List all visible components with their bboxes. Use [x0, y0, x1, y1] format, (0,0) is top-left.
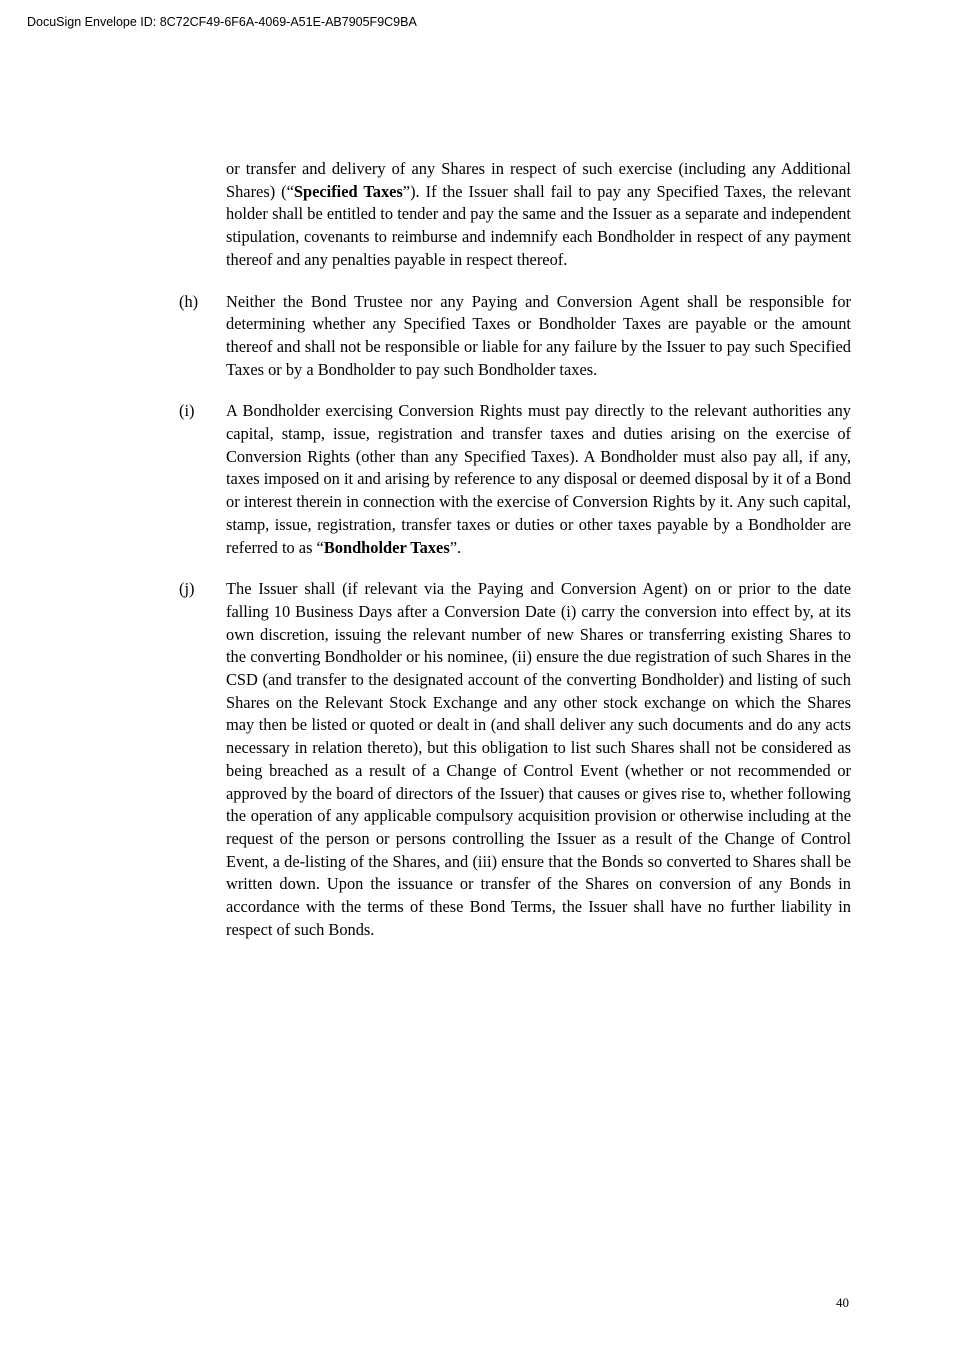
paragraph-i	[0, 400, 851, 559]
paragraph-text: or transfer and delivery of any Shares in respect of such exercise (including any Additional Shares) (“Specified Taxes”). If the Issuer shall fail to pay any Specified Taxes, the relevant holder shall be entitled to tender and pay the same and the Issuer as a separate and independent stipulation, covenants to reimburse and indemnify each Bondholder in respect of any payment thereof and any penalties payable in respect thereof.	[226, 159, 851, 269]
paragraph-g-continuation	[0, 158, 851, 272]
paragraph-marker: (h)	[179, 291, 199, 311]
defined-term: Bondholder Taxes	[323, 537, 450, 557]
docusign-envelope-id: DocuSign Envelope ID: 8C72CF49-6F6A-4069-A51E-AB7905F9C9BA	[27, 15, 417, 29]
paragraph-marker: (i)	[179, 401, 195, 421]
paragraph-text: The Issuer shall (if relevant via the Paying and Conversion Agent) on or prior to the date falling 10 Business Days after a Conversion Date (i) carry the conversion into effect by, at its own discretion, issuing the relevant number of new Shares or transferring existing Shares to the converting Bondholder or his nominee, (ii) ensure the due registration of such Shares in the CSD (and transfer to the designated account of the converting Bondholder) and listing of such Shares on the Relevant Stock Exchange and any other stock exchange on which the Shares may then be listed or quoted or dealt in (and shall deliver any such documents and do any acts necessary in relation thereto), but this obligation to list such Shares shall not be considered as being breached as a result of a Change of Control Event (whether or not recommended or approved by the board of directors of the Issuer) that causes or gives rise to, whether following the operation of any applicable compulsory acquisition provision or otherwise including at the request of the person or persons controlling the Issuer as a result of the Change of Control Event, a de-listing of the Shares, and (iii) ensure that the Bonds so converted to Shares shall be written down. Upon the issuance or transfer of the Shares on conversion of any Bonds in accordance with the terms of these Bond Terms, the Issuer shall have no further liability in respect of such Bonds.	[226, 579, 851, 939]
defined-term: Specified Taxes	[293, 181, 403, 201]
page-number: 40	[836, 1295, 849, 1310]
paragraph-text: A Bondholder exercising Conversion Rights must pay directly to the relevant authorities any capital, stamp, issue, registration and transfer taxes and duties arising on the exercise of Conversion Rights (other than any Specified Taxes). A Bondholder must also pay all, if any, taxes imposed on it and arising by reference to any disposal or deemed disposal by it of a Bond or interest therein in connection with the exercise of Conversion Rights by it. Any such capital, stamp, issue, registration, transfer taxes or duties or other taxes payable by a Bondholder are referred to as “Bondholder Taxes”.	[226, 401, 851, 557]
paragraph-h	[0, 291, 851, 382]
paragraph-text: Neither the Bond Trustee nor any Paying and Conversion Agent shall be responsible for determining whether any Specified Taxes or Bondholder Taxes are payable or the amount thereof and shall not be responsible or liable for any failure by the Issuer to pay such Specified Taxes or by a Bondholder to pay such Bondholder taxes.	[226, 291, 851, 379]
paragraph-marker: (j)	[179, 579, 195, 599]
paragraph-j	[0, 578, 851, 941]
document-body	[0, 158, 965, 942]
